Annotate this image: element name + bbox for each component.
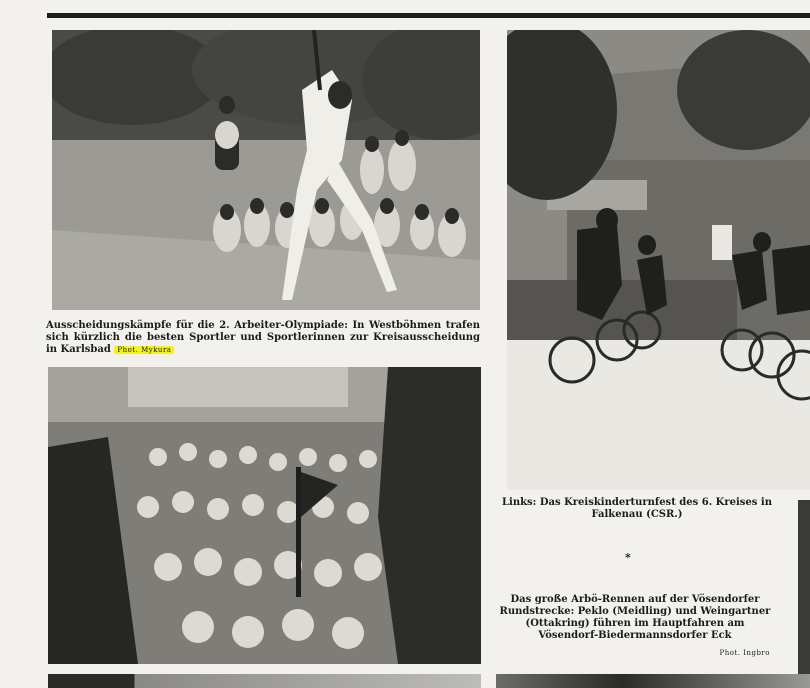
caption-athletics-text: Ausscheidungskämpfe für die 2. Arbeiter-Olympiade: In Westböhmen trafen sich kürzlich die besten Sportler und Sportlerinnen zur Kreisausscheidung in Karlsbad <box>46 320 480 355</box>
photo-credit-ingbro: Phot. Ingbro <box>719 649 770 657</box>
photo-athletics-karlsbad <box>52 30 480 310</box>
caption-athletics <box>46 320 480 356</box>
photo-credit-mykura: Phot. Mykura <box>114 346 174 354</box>
photo-cycling-race <box>507 30 810 490</box>
bottom-photo-strip-left <box>48 674 481 688</box>
photo-children-festival <box>48 367 481 664</box>
caption-children-festival: Links: Das Kreiskinderturnfest des 6. Kreises in Falkenau (CSR.) <box>502 497 772 520</box>
separator-star: * <box>625 551 631 564</box>
bottom-photo-strip-right <box>496 674 810 688</box>
top-rule <box>47 13 810 18</box>
caption-cycling-race <box>495 594 775 642</box>
caption-cycling-text: Das große Arbö-Rennen auf der Vösendorfer Rundstrecke: Peklo (Meidling) und Weingartner (Ottakring) führen im Hauptfahren am Vösendorf-Biedermannsdorfer Eck <box>499 594 771 641</box>
photo-partial-right-edge <box>798 500 810 675</box>
